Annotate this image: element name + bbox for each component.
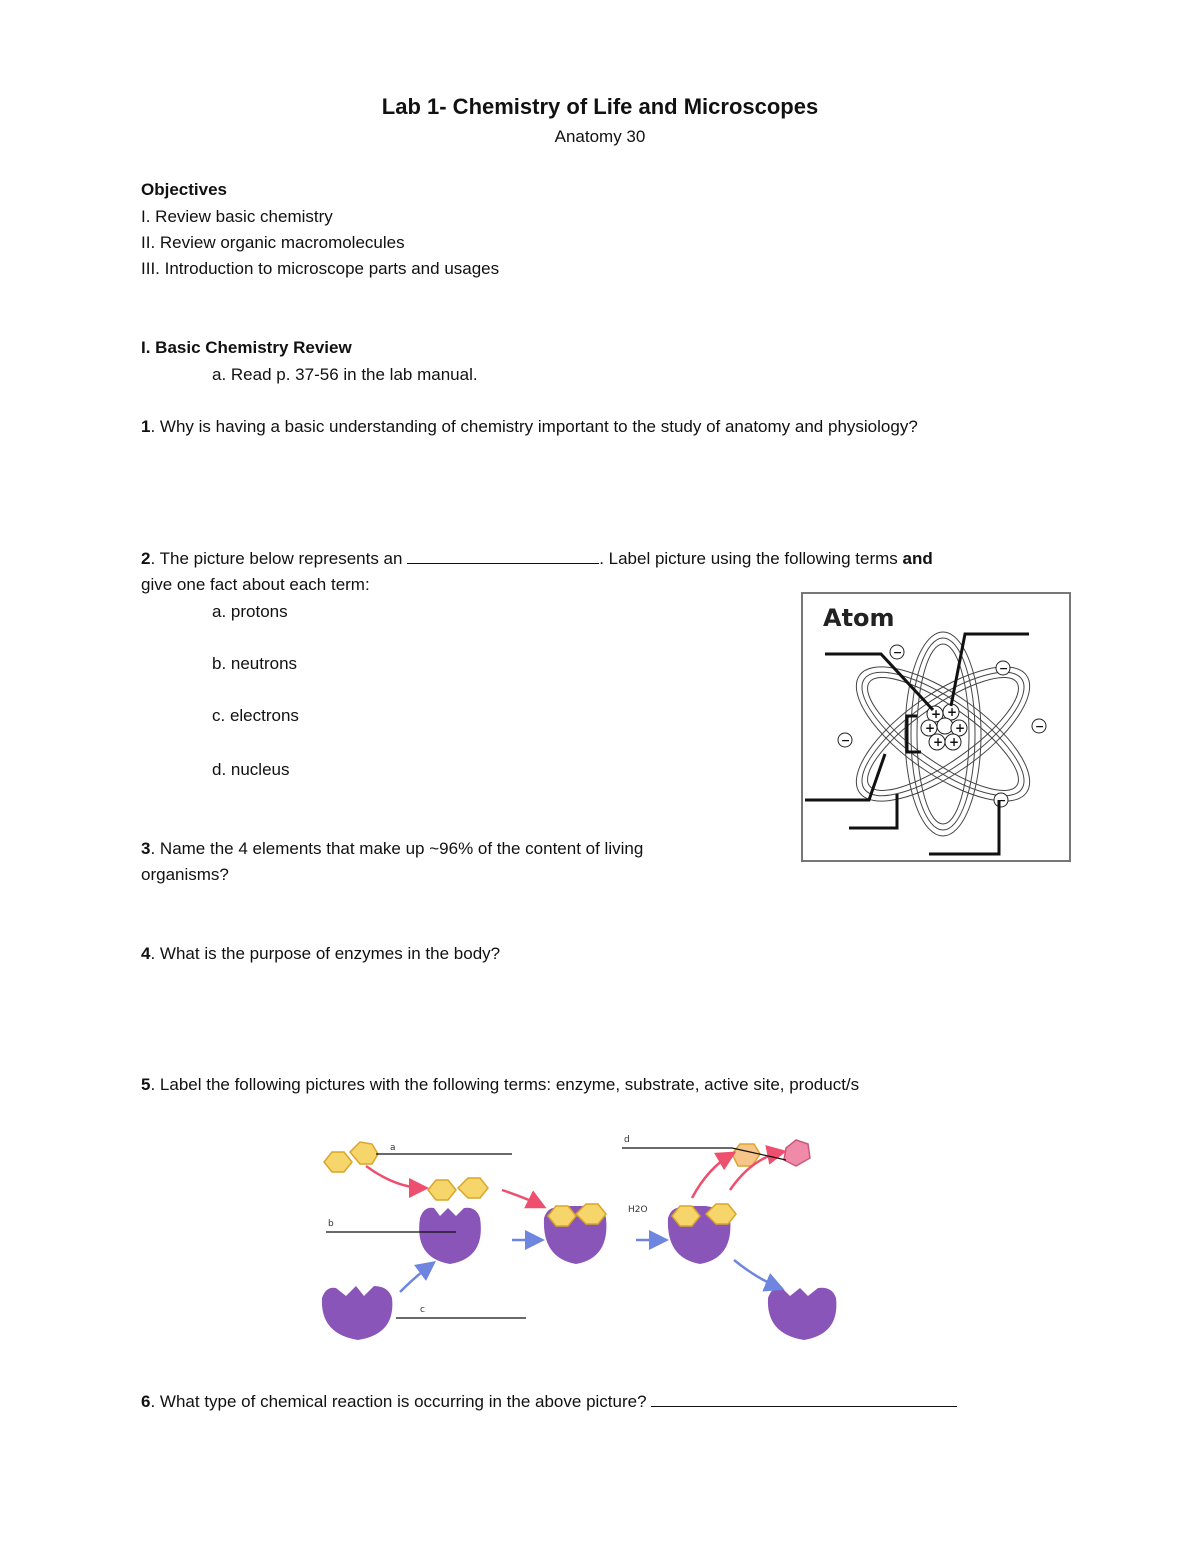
term-item: d. nucleus bbox=[212, 760, 290, 779]
question-text: . The picture below represents an bbox=[150, 549, 408, 568]
atom-title: Atom bbox=[823, 604, 895, 632]
reaction-arrow bbox=[692, 1154, 732, 1198]
proton-sign: + bbox=[933, 735, 944, 749]
substrate-shape bbox=[324, 1152, 352, 1172]
svg-text:−: − bbox=[893, 646, 903, 659]
question-text: . Name the 4 elements that make up ~96% of the content of living bbox=[150, 839, 644, 858]
electron bbox=[994, 793, 1008, 807]
question-text: . Label picture using the following terms bbox=[599, 549, 903, 568]
figure-label: a bbox=[390, 1143, 396, 1153]
electron bbox=[1032, 719, 1046, 733]
question-number: 3 bbox=[141, 839, 151, 858]
answer-blank[interactable] bbox=[407, 548, 599, 564]
question-number: 5 bbox=[141, 1075, 151, 1094]
substrate-shape bbox=[428, 1180, 456, 1200]
proton-sign: + bbox=[955, 721, 966, 735]
enzyme-reaction-diagram bbox=[316, 1128, 864, 1346]
reaction-arrow bbox=[734, 1260, 780, 1288]
question-6 bbox=[141, 1391, 957, 1412]
answer-blank[interactable] bbox=[651, 1391, 957, 1407]
svg-text:−: − bbox=[841, 734, 851, 747]
figure-label: d bbox=[624, 1135, 630, 1145]
objective-item: III. Introduction to microscope parts and usages bbox=[141, 259, 500, 278]
reaction-arrow bbox=[366, 1166, 424, 1188]
question-number: 1 bbox=[141, 417, 151, 436]
electron bbox=[838, 733, 852, 747]
objective-item: I. Review basic chemistry bbox=[141, 207, 333, 226]
term-item: b. neutrons bbox=[212, 654, 298, 673]
section-heading: I. Basic Chemistry Review bbox=[141, 338, 352, 357]
question-text-bold: and bbox=[902, 549, 933, 568]
enzyme-shape bbox=[768, 1288, 837, 1340]
question-2-line2: give one fact about each term: bbox=[141, 575, 370, 594]
svg-text:−: − bbox=[997, 794, 1007, 807]
question-text: . What type of chemical reaction is occurring in the above picture? bbox=[150, 1392, 652, 1411]
nucleus bbox=[921, 704, 967, 750]
question-text: . Label the following pictures with the following terms: enzyme, substrate, active site, product/s bbox=[150, 1075, 860, 1094]
question-4 bbox=[141, 944, 500, 964]
reaction-arrow bbox=[502, 1190, 542, 1206]
question-number: 6 bbox=[141, 1392, 151, 1411]
objectives-heading: Objectives bbox=[141, 180, 227, 199]
atom-diagram bbox=[801, 592, 1071, 862]
electron bbox=[996, 661, 1010, 675]
proton-sign: + bbox=[949, 735, 960, 749]
question-5 bbox=[141, 1075, 859, 1095]
enzyme-shapes bbox=[322, 1206, 837, 1340]
figure-label: b bbox=[328, 1219, 334, 1229]
product-shape bbox=[784, 1140, 810, 1166]
question-number: 2 bbox=[141, 549, 151, 568]
term-item: a. protons bbox=[212, 602, 288, 621]
water-label: H2O bbox=[628, 1205, 648, 1215]
enzyme-shape bbox=[419, 1208, 481, 1264]
reaction-arrow bbox=[400, 1264, 432, 1292]
page-title: Lab 1- Chemistry of Life and Microscopes bbox=[381, 94, 819, 119]
enzyme-shape bbox=[322, 1286, 392, 1340]
question-3-line2: organisms? bbox=[141, 865, 229, 884]
question-1 bbox=[141, 417, 918, 437]
question-2 bbox=[141, 548, 933, 569]
page-subtitle: Anatomy 30 bbox=[554, 127, 646, 146]
figure-label: c bbox=[420, 1305, 425, 1315]
proton-sign: + bbox=[931, 707, 942, 721]
substrate-shape bbox=[458, 1178, 488, 1198]
svg-text:−: − bbox=[1035, 720, 1045, 733]
question-text: . What is the purpose of enzymes in the body? bbox=[150, 944, 501, 963]
question-3 bbox=[141, 839, 643, 859]
question-number: 4 bbox=[141, 944, 151, 963]
proton-sign: + bbox=[947, 705, 958, 719]
term-item: c. electrons bbox=[212, 706, 299, 725]
electron bbox=[890, 645, 904, 659]
reading-instruction: a. Read p. 37-56 in the lab manual. bbox=[212, 365, 478, 384]
objective-item: II. Review organic macromolecules bbox=[141, 233, 405, 252]
question-text: . Why is having a basic understanding of chemistry important to the study of anatomy and physiology? bbox=[150, 417, 918, 436]
substrate-shape bbox=[350, 1142, 378, 1164]
svg-text:−: − bbox=[999, 662, 1009, 675]
proton-sign: + bbox=[925, 721, 936, 735]
